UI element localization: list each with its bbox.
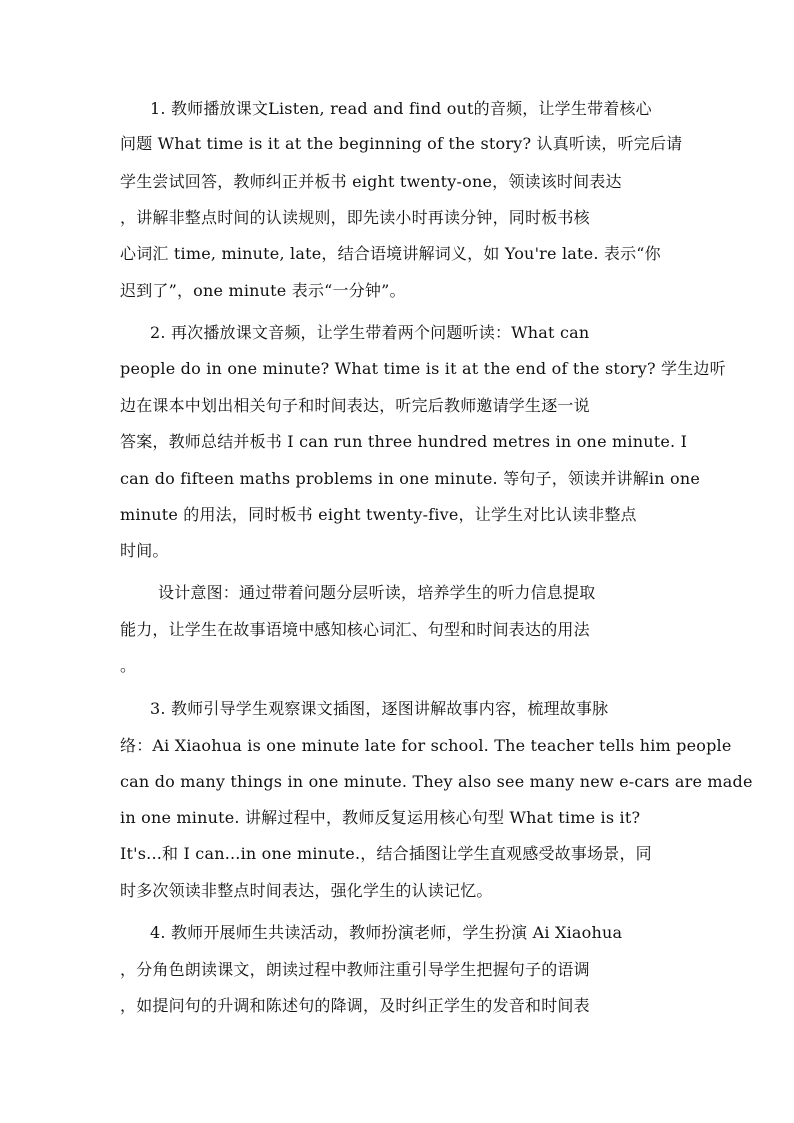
text-line: 时多次领读非整点时间表达，强化学生的认读记忆。: [120, 881, 493, 900]
text-line: 问题 What time is it at the beginning of the story? 认真听读，听完后请: [120, 134, 683, 153]
text-line: 心词汇 time, minute, late，结合语境讲解词义，如 You're late. 表示“你: [120, 244, 661, 263]
text-line: 络：Ai Xiaohua is one minute late for school. The teacher tells him people: [120, 736, 732, 755]
text-line: ，讲解非整点时间的认读规则，即先读小时再读分钟，同时板书核: [120, 208, 590, 227]
text-line: in one minute. 讲解过程中，教师反复运用核心句型 What time is it?: [120, 808, 641, 827]
text-line: 2. 再次播放课文音频，让学生带着两个问题听读：What can: [150, 323, 590, 342]
text-line: ，如提问句的升调和陈述句的降调，及时纠正学生的发音和时间表: [120, 996, 590, 1015]
text-line: 能力，让学生在故事语境中感知核心词汇、句型和时间表达的用法: [120, 620, 590, 639]
text-line: minute 的用法，同时板书 eight twenty-five，让学生对比认读非整点: [120, 505, 637, 524]
text-line: ，分角色朗读课文，朗读过程中教师注重引导学生把握句子的语调: [120, 960, 590, 979]
text-line: 设计意图：通过带着问题分层听读，培养学生的听力信息提取: [158, 583, 596, 602]
text-line: 学生尝试回答，教师纠正并板书 eight twenty-one，领读该时间表达: [120, 172, 622, 191]
text-line: 时间。: [120, 541, 169, 560]
text-line: 1. 教师播放课文Listen, read and find out的音频，让学生带着核心: [150, 99, 652, 118]
text-line: 3. 教师引导学生观察课文插图，逐图讲解故事内容，梳理故事脉: [150, 699, 609, 718]
text-line: can do many things in one minute. They also see many new e-cars are made: [120, 772, 753, 791]
text-line: 。: [120, 656, 137, 675]
text-line: 4. 教师开展师生共读活动，教师扮演老师，学生扮演 Ai Xiaohua: [150, 923, 623, 942]
text-line: 边在课本中划出相关句子和时间表达，听完后教师邀请学生逐一说: [120, 396, 590, 415]
text-line: It's...和 I can...in one minute.，结合插图让学生直观感受故事场景，同: [120, 844, 652, 863]
text-line: 迟到了”，one minute 表示“一分钟”。: [120, 281, 406, 300]
text-line: can do fifteen maths problems in one minute. 等句子，领读并讲解in one: [120, 469, 701, 488]
text-line: 答案，教师总结并板书 I can run three hundred metres in one minute. I: [120, 432, 688, 451]
text-line: people do in one minute? What time is it at the end of the story? 学生边听: [120, 359, 726, 378]
